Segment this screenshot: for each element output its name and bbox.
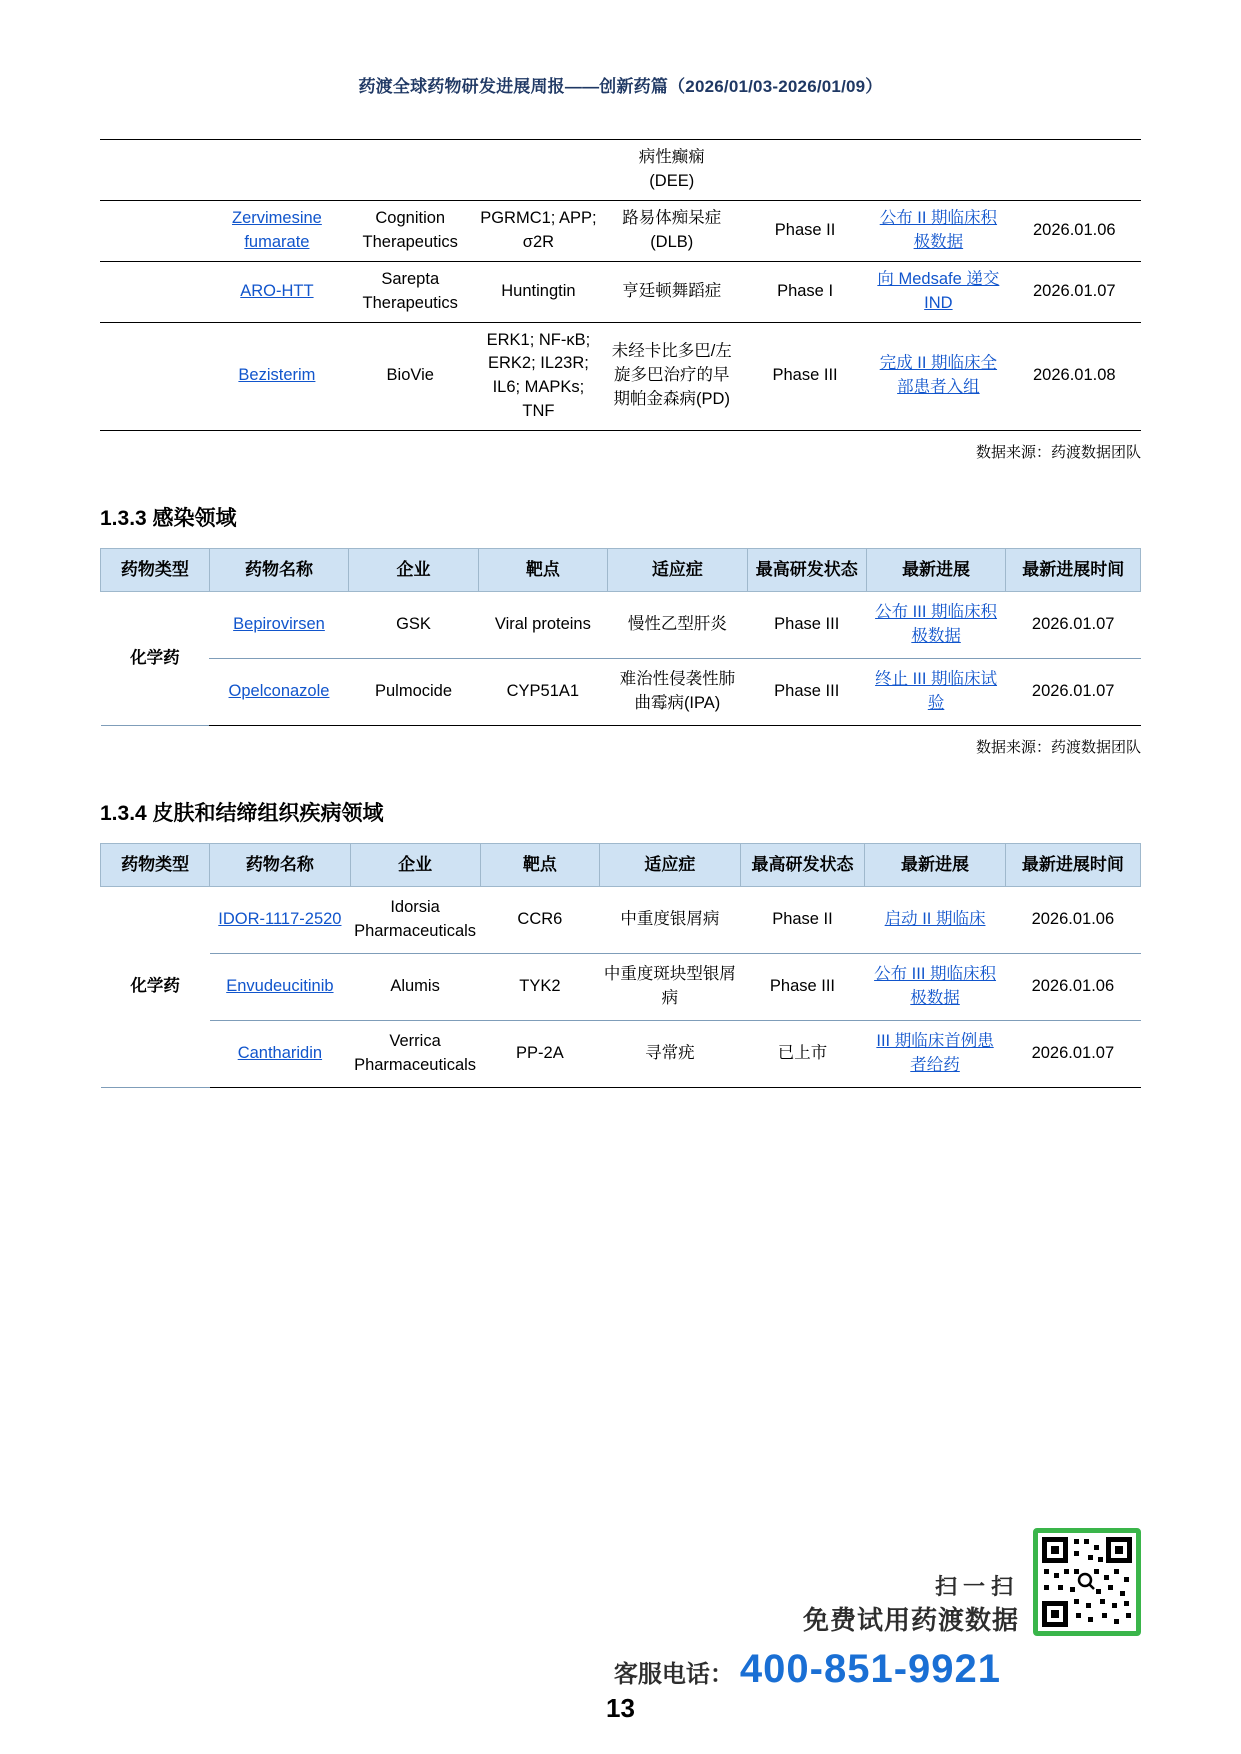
table-row bbox=[101, 659, 1141, 726]
cell-progress bbox=[865, 953, 1005, 1020]
progress-link[interactable]: 公布 III 期临床积极数据 bbox=[875, 603, 998, 646]
cell-date: 2026.01.06 bbox=[1008, 200, 1141, 261]
table-row bbox=[101, 887, 1141, 954]
col-target: 靶点 bbox=[480, 844, 600, 887]
cell-drug bbox=[210, 887, 350, 954]
page-number: 13 bbox=[606, 1693, 635, 1723]
col-highest-phase: 最高研发状态 bbox=[747, 549, 866, 592]
promo-trial-label: 免费试用药渡数据 bbox=[802, 1604, 1019, 1635]
table-header-row bbox=[101, 844, 1141, 887]
cell-indication: 路易体痴呆症(DLB) bbox=[603, 200, 741, 261]
table-header-row bbox=[101, 549, 1141, 592]
cell-indication: 亨廷顿舞蹈症 bbox=[603, 261, 741, 322]
section-heading-133: 1.3.3 感染领域 bbox=[100, 507, 237, 531]
col-latest-progress: 最新进展 bbox=[866, 549, 1006, 592]
cell-drug-type: 化学药 bbox=[101, 887, 210, 1088]
cell-drug bbox=[210, 1020, 350, 1087]
cell-type bbox=[100, 322, 208, 431]
cell-company: Sarepta Therapeutics bbox=[346, 261, 474, 322]
col-target: 靶点 bbox=[478, 549, 607, 592]
data-source-note: 数据来源：药渡数据团队 bbox=[975, 739, 1141, 756]
cell-company: Pulmocide bbox=[349, 659, 478, 726]
cell-progress bbox=[869, 200, 1007, 261]
cell-target: PGRMC1; APP; σ2R bbox=[474, 200, 602, 261]
indication-line-1: 病性癫痫 bbox=[638, 148, 705, 166]
cell-target: ERK1; NF-κB; ERK2; IL23R; IL6; MAPKs; TNF bbox=[474, 322, 602, 431]
cell-drug-type: 化学药 bbox=[101, 592, 210, 726]
section-heading-134: 1.3.4 皮肤和结缔组织疾病领域 bbox=[100, 802, 384, 825]
table-row bbox=[100, 322, 1141, 431]
drug-link[interactable]: Opelconazole bbox=[228, 682, 330, 701]
data-source-note: 数据来源：药渡数据团队 bbox=[975, 444, 1141, 462]
cell-progress bbox=[869, 322, 1007, 431]
progress-link[interactable]: 公布 II 期临床积极数据 bbox=[879, 208, 998, 251]
cell-progress bbox=[869, 140, 1007, 200]
cell-date: 2026.01.06 bbox=[1005, 953, 1140, 1020]
cell-date bbox=[1008, 140, 1141, 200]
cell-indication: 中重度斑块型银屑病 bbox=[600, 953, 740, 1020]
col-company: 企业 bbox=[350, 844, 480, 887]
col-indication: 适应症 bbox=[608, 549, 748, 592]
cell-date: 2026.01.06 bbox=[1005, 887, 1140, 954]
cell-drug bbox=[209, 659, 349, 726]
cell-date: 2026.01.07 bbox=[1008, 261, 1141, 322]
cell-drug bbox=[208, 322, 346, 431]
cell-company: Idorsia Pharmaceuticals bbox=[350, 887, 480, 954]
progress-link[interactable]: 终止 III 期临床试验 bbox=[875, 670, 998, 713]
cell-target: Viral proteins bbox=[478, 592, 607, 659]
cell-phase: Phase III bbox=[741, 322, 869, 431]
cell-type bbox=[100, 200, 208, 261]
drug-link[interactable]: IDOR-1117-2520 bbox=[218, 910, 342, 929]
drug-link[interactable]: Bepirovirsen bbox=[233, 615, 325, 634]
cell-type bbox=[100, 140, 208, 200]
progress-link[interactable]: 完成 II 期临床全部患者入组 bbox=[879, 354, 998, 397]
cell-indication: 寻常疣 bbox=[600, 1020, 740, 1087]
continued-table bbox=[100, 140, 1141, 431]
progress-link[interactable]: 公布 III 期临床积极数据 bbox=[874, 964, 997, 1007]
table-row bbox=[100, 200, 1141, 261]
page-footer bbox=[0, 1454, 1241, 1754]
cell-drug bbox=[210, 953, 350, 1020]
cell-target bbox=[474, 140, 602, 200]
cell-date: 2026.01.08 bbox=[1008, 322, 1141, 431]
qr-code-icon[interactable] bbox=[1033, 1528, 1141, 1636]
cell-target: TYK2 bbox=[480, 953, 600, 1020]
cell-progress bbox=[865, 1020, 1005, 1087]
col-latest-date: 最新进展时间 bbox=[1006, 549, 1141, 592]
progress-link[interactable]: III 期临床首例患者给药 bbox=[876, 1031, 994, 1074]
customer-service-phone bbox=[614, 1647, 1001, 1692]
table-row bbox=[101, 1020, 1141, 1087]
col-company: 企业 bbox=[349, 549, 478, 592]
cell-phase bbox=[741, 140, 869, 200]
cell-target: Huntingtin bbox=[474, 261, 602, 322]
promo-text bbox=[803, 1574, 1019, 1636]
col-drug-type: 药物类型 bbox=[101, 844, 210, 887]
cell-indication bbox=[603, 140, 741, 200]
cell-target: PP-2A bbox=[480, 1020, 600, 1087]
cell-date: 2026.01.07 bbox=[1006, 659, 1141, 726]
phone-number: 400-851-9921 bbox=[739, 1647, 1001, 1691]
cell-target: CCR6 bbox=[480, 887, 600, 954]
promo-scan-label: 扫一扫 bbox=[934, 1574, 1019, 1600]
col-drug-name: 药物名称 bbox=[209, 549, 349, 592]
col-latest-date: 最新进展时间 bbox=[1005, 844, 1140, 887]
progress-link[interactable]: 向 Medsafe 递交 IND bbox=[877, 269, 1000, 312]
cell-drug bbox=[208, 140, 346, 200]
cell-company: BioVie bbox=[346, 322, 474, 431]
cell-phase: Phase II bbox=[740, 887, 865, 954]
table-dermatology bbox=[100, 843, 1141, 1088]
cell-indication: 中重度银屑病 bbox=[600, 887, 740, 954]
col-latest-progress: 最新进展 bbox=[865, 844, 1005, 887]
cell-drug bbox=[209, 592, 349, 659]
cell-phase: 已上市 bbox=[740, 1020, 865, 1087]
cell-phase: Phase II bbox=[741, 200, 869, 261]
cell-progress bbox=[865, 887, 1005, 954]
cell-company bbox=[346, 140, 474, 200]
phone-label: 客服电话： bbox=[613, 1661, 734, 1688]
cell-drug bbox=[208, 261, 346, 322]
cell-indication: 未经卡比多巴/左旋多巴治疗的早期帕金森病(PD) bbox=[603, 322, 741, 431]
drug-link[interactable]: Envudeucitinib bbox=[226, 976, 334, 995]
cell-indication: 难治性侵袭性肺曲霉病(IPA) bbox=[608, 659, 748, 726]
cell-date: 2026.01.07 bbox=[1005, 1020, 1140, 1087]
page-title: 药渡全球药物研发进展周报——创新药篇（2026/01/03-2026/01/09） bbox=[358, 77, 883, 96]
cell-indication: 慢性乙型肝炎 bbox=[608, 592, 748, 659]
col-drug-type: 药物类型 bbox=[101, 549, 210, 592]
promo-block bbox=[803, 1528, 1141, 1636]
cell-company: GSK bbox=[349, 592, 478, 659]
drug-link[interactable]: ARO-HTT bbox=[240, 281, 314, 300]
cell-progress bbox=[866, 592, 1006, 659]
drug-link[interactable]: Bezisterim bbox=[238, 366, 316, 385]
cell-phase: Phase III bbox=[747, 659, 866, 726]
progress-link[interactable]: 启动 II 期临床 bbox=[884, 910, 986, 929]
table-row bbox=[101, 592, 1141, 659]
cell-target: CYP51A1 bbox=[478, 659, 607, 726]
cell-phase: Phase III bbox=[740, 953, 865, 1020]
cell-drug bbox=[208, 200, 346, 261]
indication-line-2: (DEE) bbox=[649, 171, 695, 190]
drug-link[interactable]: Cantharidin bbox=[237, 1043, 323, 1062]
col-drug-name: 药物名称 bbox=[210, 844, 350, 887]
cell-phase: Phase III bbox=[747, 592, 866, 659]
col-highest-phase: 最高研发状态 bbox=[740, 844, 865, 887]
cell-phase: Phase I bbox=[741, 261, 869, 322]
drug-link[interactable]: Zervimesine fumarate bbox=[231, 208, 322, 251]
col-indication: 适应症 bbox=[600, 844, 740, 887]
cell-type bbox=[100, 261, 208, 322]
table-infection bbox=[100, 548, 1141, 726]
cell-company: Alumis bbox=[350, 953, 480, 1020]
table-row bbox=[101, 953, 1141, 1020]
cell-date: 2026.01.07 bbox=[1006, 592, 1141, 659]
cell-progress bbox=[869, 261, 1007, 322]
table-row bbox=[100, 261, 1141, 322]
cell-company: Verrica Pharmaceuticals bbox=[350, 1020, 480, 1087]
cell-company: Cognition Therapeutics bbox=[346, 200, 474, 261]
table-row bbox=[100, 140, 1141, 200]
cell-progress bbox=[866, 659, 1006, 726]
